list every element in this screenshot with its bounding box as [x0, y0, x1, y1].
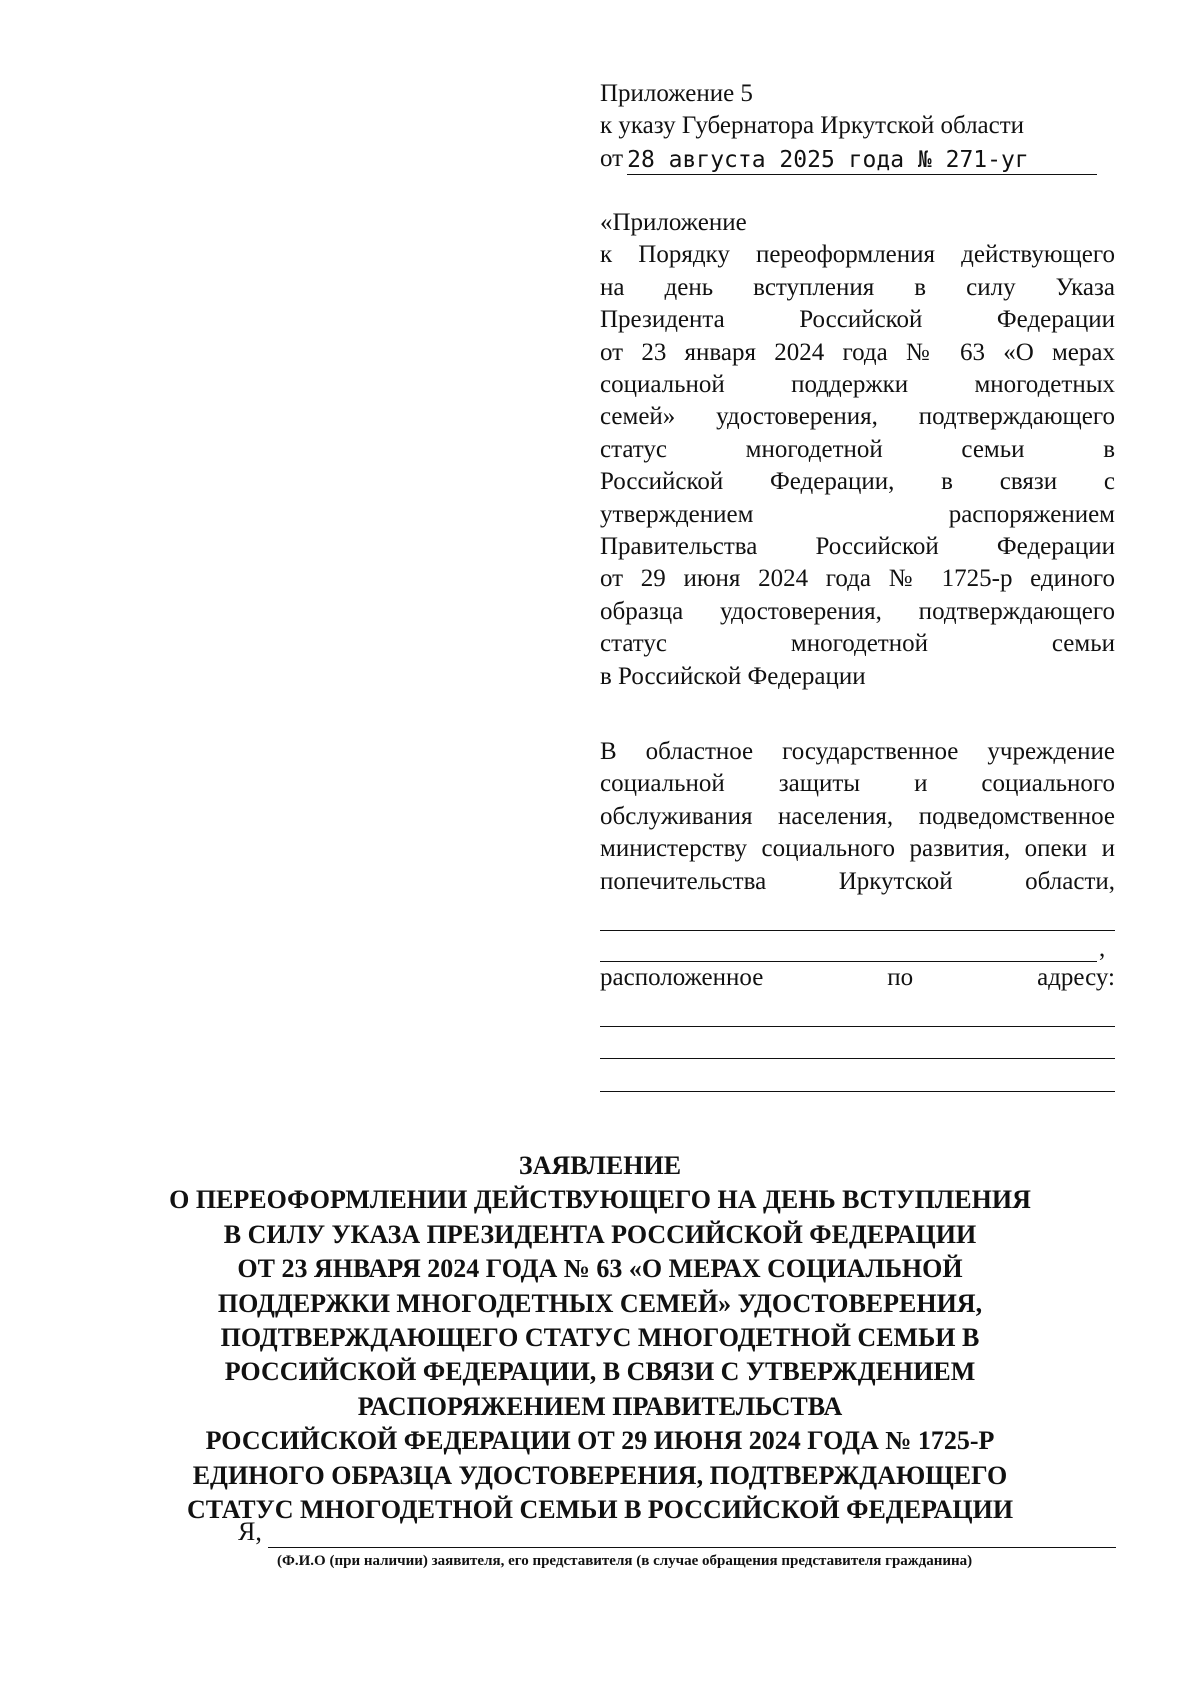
decree-date-prefix: от: [600, 144, 624, 172]
application-title-line: В СИЛУ УКАЗА ПРЕЗИДЕНТА РОССИЙСКОЙ ФЕДЕРАЦИИ: [223, 1219, 977, 1249]
order-annex-line: утверждением распоряжением: [600, 500, 1115, 528]
application-title-line: ЗАЯВЛЕНИЕ: [518, 1151, 682, 1180]
recipient-line: В областное государственное учреждение: [600, 738, 1115, 765]
applicant-hint: (Ф.И.О (при наличии) заявителя, его представителя (в случае обращения представителя гражданина): [277, 1553, 973, 1569]
order-annex-line: образца удостоверения, подтверждающего: [600, 597, 1115, 625]
order-annex-line: Президента Российской Федерации: [600, 306, 1115, 334]
application-title-line: ПОДТВЕРЖДАЮЩЕГО СТАТУС МНОГОДЕТНОЙ СЕМЬИ В: [220, 1323, 980, 1353]
order-annex-line: социальной поддержки многодетных: [600, 371, 1115, 399]
application-title-line: СТАТУС МНОГОДЕТНОЙ СЕМЬИ В РОССИЙСКОЙ ФЕДЕРАЦИИ: [186, 1495, 1014, 1525]
recipient-line: социальной защиты и социального: [600, 770, 1115, 798]
order-annex-line: «Приложение: [600, 209, 747, 236]
order-annex-last-line: в Российской Федерации: [600, 662, 866, 690]
order-annex: [600, 207, 1115, 693]
decree-date-number: 28 августа 2025 года № 271-уг: [627, 147, 1097, 175]
order-annex-line: Правительства Российской Федерации: [600, 533, 1115, 561]
appendix-to-decree: к указу Губернатора Иркутской области: [600, 112, 1025, 140]
appendix-title: Приложение 5: [600, 80, 753, 107]
institution-name-blank[interactable]: [600, 898, 1115, 931]
decree-date-line: [600, 143, 1115, 175]
application-title-line: ПОДДЕРЖКИ МНОГОДЕТНЫХ СЕМЕЙ» УДОСТОВЕРЕНИЯ,: [217, 1288, 983, 1318]
order-annex-line: от 29 июня 2024 года № 1725-р единого: [600, 565, 1115, 593]
application-title-line: ЕДИНОГО ОБРАЗЦА УДОСТОВЕРЕНИЯ, ПОДТВЕРЖДАЮЩЕГО: [192, 1460, 1008, 1490]
appendix-header: [600, 78, 1115, 175]
order-annex-line: статус многодетной семьи в: [600, 435, 1115, 463]
address-blank-3[interactable]: [600, 1059, 1115, 1092]
applicant-label: Я,: [238, 1517, 262, 1546]
order-annex-line: семей» удостоверения, подтверждающего: [600, 403, 1115, 431]
recipient-line: обслуживания населения, подведомственное: [600, 802, 1115, 830]
order-annex-line: на день вступления в силу Указа: [600, 273, 1115, 301]
application-title-line: О ПЕРЕОФОРМЛЕНИИ ДЕЙСТВУЮЩЕГО НА ДЕНЬ ВСТУПЛЕНИЯ: [169, 1185, 1031, 1215]
applicant-row: [238, 1516, 1116, 1548]
blank-comma: ,: [1099, 935, 1106, 963]
blank-rule: [600, 930, 1097, 963]
address-blank-2[interactable]: [600, 1027, 1115, 1060]
order-annex-line: Российской Федерации, в связи с: [600, 468, 1115, 496]
application-title-line: РОССИЙСКОЙ ФЕДЕРАЦИИ, В СВЯЗИ С УТВЕРЖДЕНИЕМ: [224, 1357, 976, 1387]
applicant-name-blank[interactable]: [268, 1517, 1116, 1548]
application-title-line: РАСПОРЯЖЕНИЕМ ПРАВИТЕЛЬСТВА: [357, 1391, 843, 1421]
address-blank-1[interactable]: [600, 994, 1115, 1027]
order-annex-line: к Порядку переоформления действующего: [600, 241, 1115, 269]
recipient-line: попечительства Иркутской области,: [600, 867, 1115, 895]
institution-name-blank-2[interactable]: [600, 931, 1115, 963]
application-title-line: РОССИЙСКОЙ ФЕДЕРАЦИИ ОТ 29 ИЮНЯ 2024 ГОДА № 1725-Р: [205, 1426, 995, 1456]
order-annex-line: статус многодетной семьи: [600, 630, 1115, 658]
order-annex-line: от 23 января 2024 года № 63 «О мерах: [600, 338, 1115, 366]
application-title-line: ОТ 23 ЯНВАРЯ 2024 ГОДА № 63 «О МЕРАХ СОЦИАЛЬНОЙ: [237, 1254, 963, 1284]
recipient-block: [600, 736, 1115, 1092]
recipient-line: министерству социального развития, опеки и: [600, 835, 1115, 863]
address-label: расположенное по адресу:: [600, 964, 1115, 992]
application-title: [100, 1149, 1100, 1527]
